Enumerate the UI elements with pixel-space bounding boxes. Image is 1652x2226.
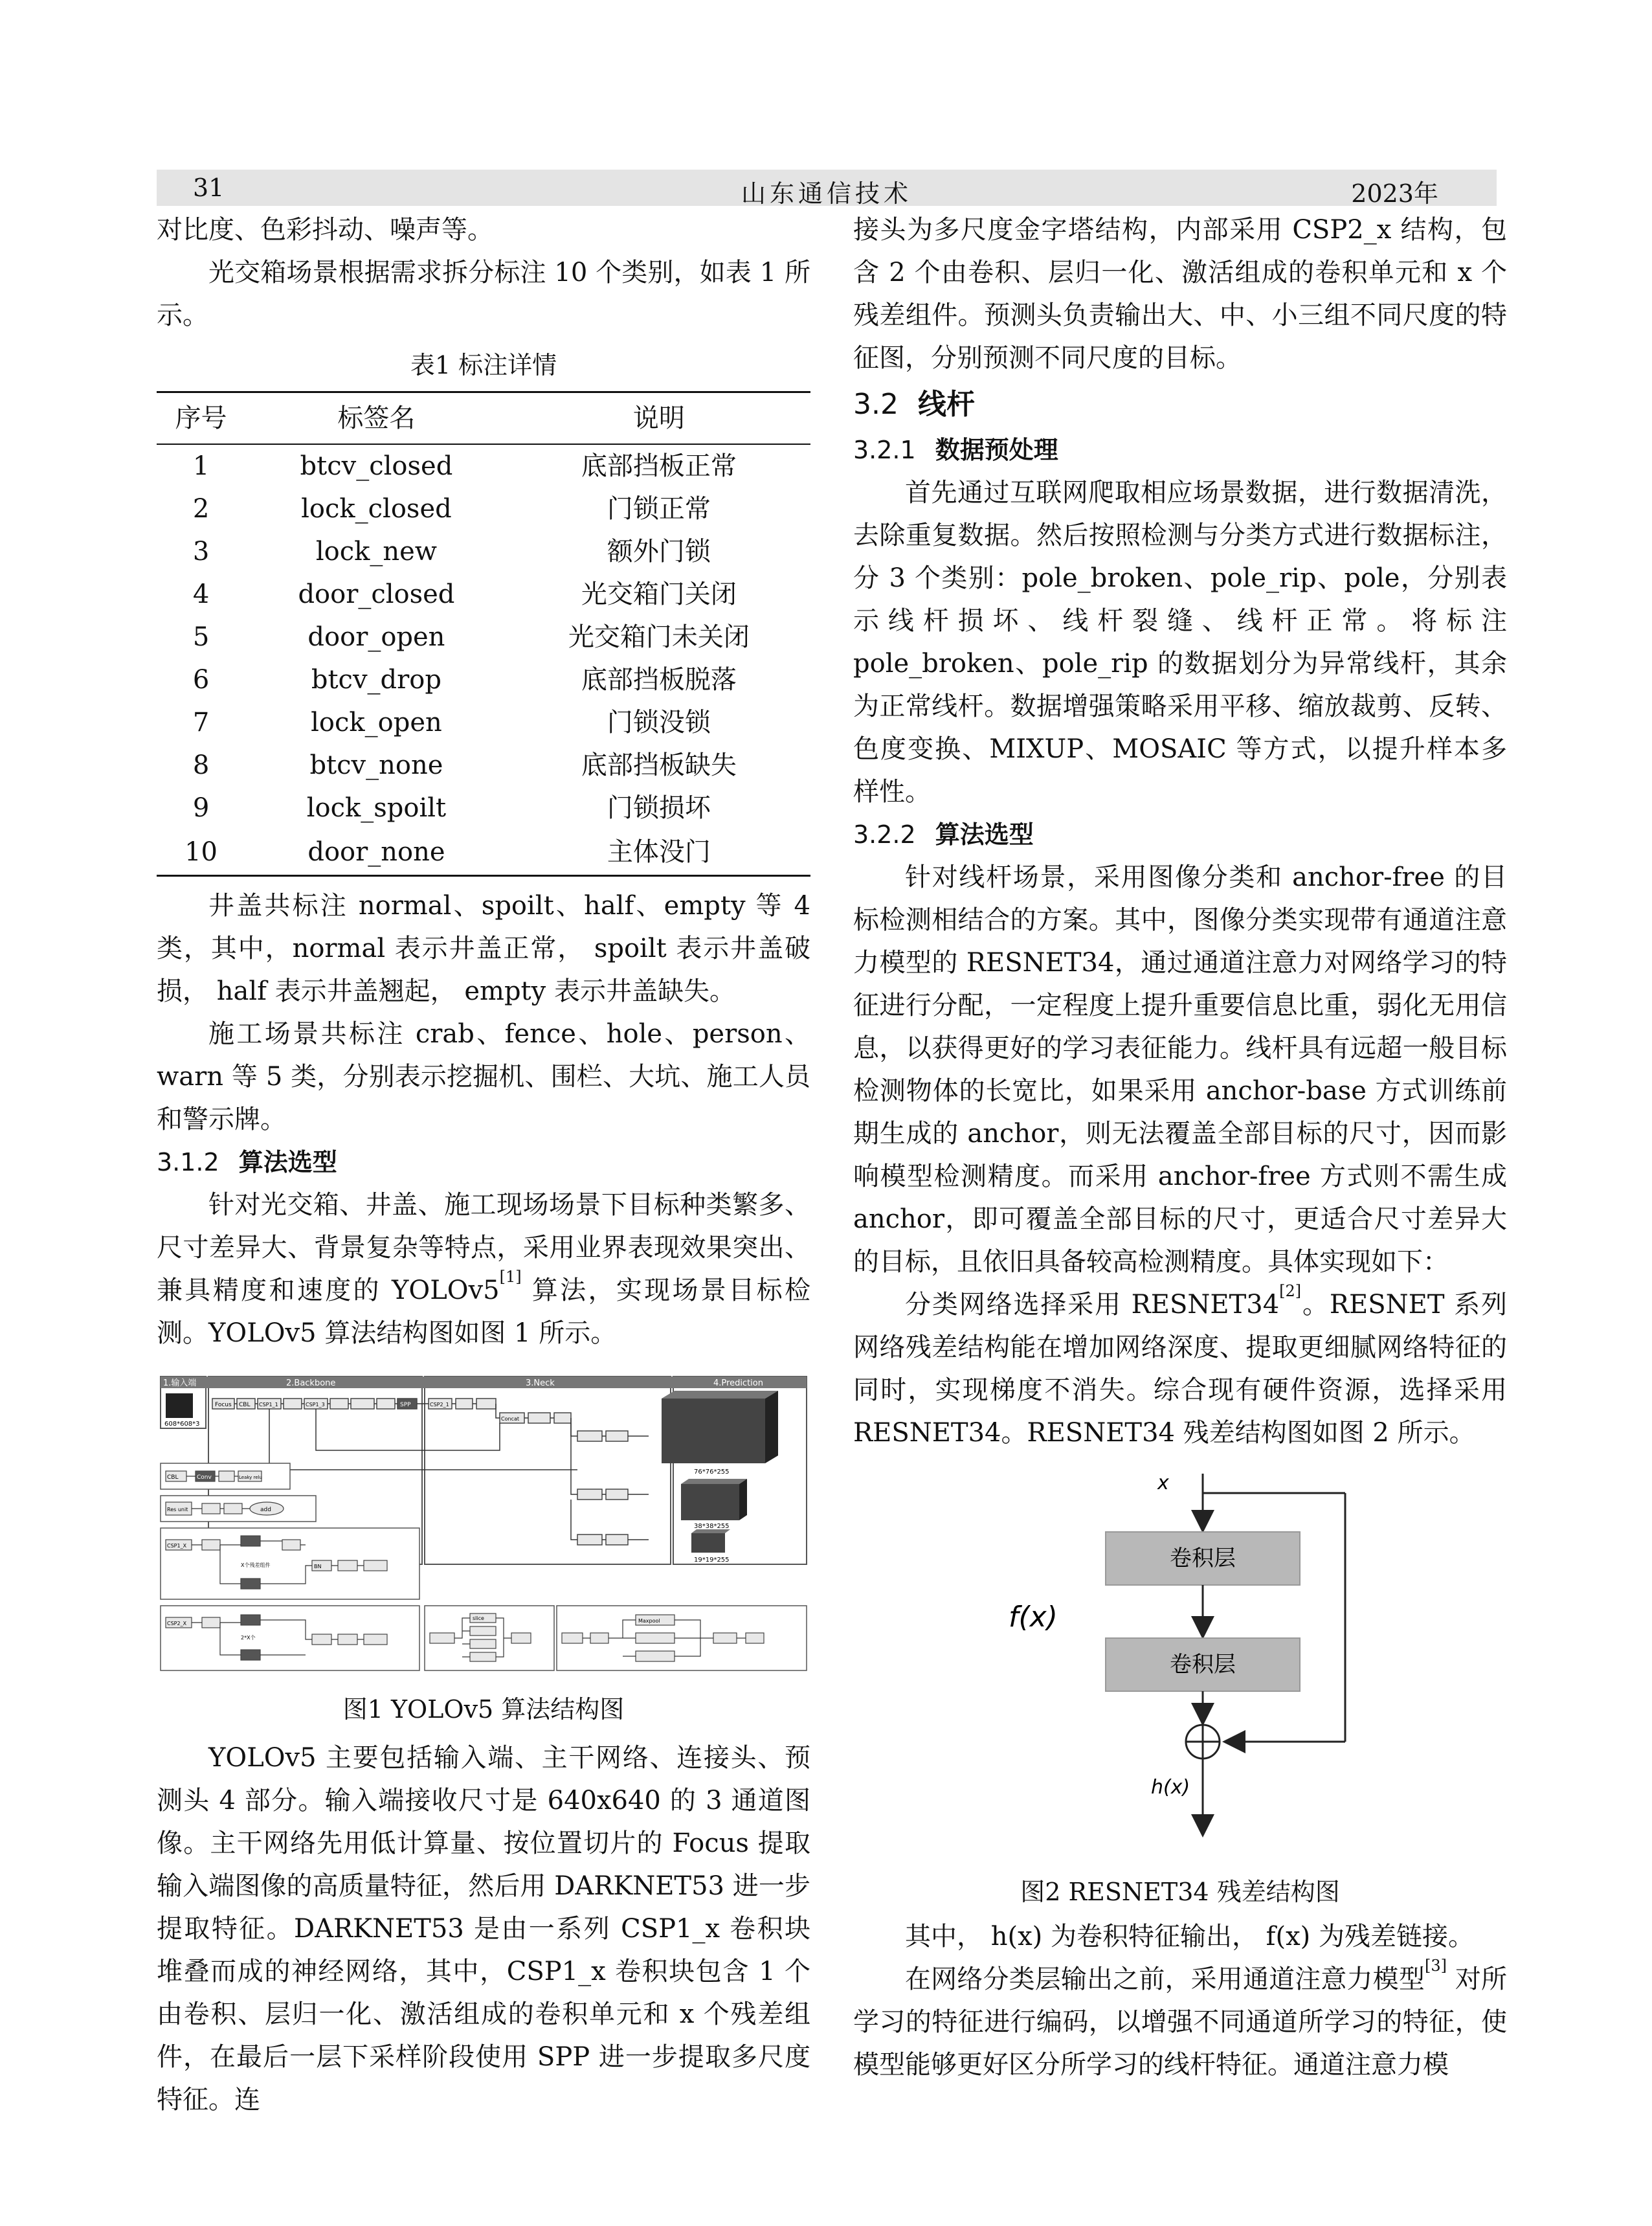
module-label: BN <box>314 1564 322 1569</box>
table-cell: door_none <box>245 829 508 876</box>
module-label: CSP1_1 <box>259 1402 278 1408</box>
conv-layer-label: 卷积层 <box>1170 1546 1236 1571</box>
table-header: 标签名 <box>245 392 508 445</box>
table-row <box>157 488 810 530</box>
section-heading-3-1-2 <box>157 1141 810 1184</box>
text-run: 算法，实现场景目标检测。YOLOv5 算法结构图如图 1 所示。 <box>157 1276 810 1348</box>
table-cell: btcv_none <box>309 750 443 780</box>
module-label: SPP <box>400 1402 411 1408</box>
table-row <box>157 658 810 701</box>
citation-ref: [2] <box>1279 1282 1302 1300</box>
table-caption: 表1 标注详情 <box>410 351 557 379</box>
table-cell: 额外门锁 <box>607 537 711 567</box>
section-label: 4.Prediction <box>713 1378 763 1388</box>
paragraph: 光交箱场景根据需求拆分标注 10 个类别，如表 1 所示。 <box>157 258 810 330</box>
table-cell: 门锁损坏 <box>607 793 711 823</box>
table-cell: 3 <box>192 537 210 567</box>
table-cell: 底部挡板缺失 <box>581 750 737 780</box>
section-title: 线杆 <box>917 388 975 421</box>
table-cell: 9 <box>192 793 210 823</box>
table-cell: 1 <box>192 451 210 481</box>
paragraph: 接头为多尺度金字塔结构，内部采用 CSP2_x 结构，包含 2 个由卷积、层归一化、激活组成的卷积单元和 x 个残差组件。预测头负责输出大、中、小三组不同尺度的特征图，分别预测不同尺度的目标。 <box>853 215 1507 373</box>
module-label: Maxpool <box>638 1618 660 1624</box>
module-label: X个残差组件 <box>241 1562 271 1568</box>
section-number: 3.2.1 <box>853 436 916 464</box>
input-image-block <box>166 1393 193 1418</box>
input-size-label: 608*608*3 <box>164 1421 200 1428</box>
table-cell: lock_spoilt <box>306 793 447 823</box>
output-size-label: 38*38*255 <box>694 1523 730 1530</box>
paragraph: 针对线杆场景，采用图像分类和 anchor-free 的目标检测相结合的方案。其中，图像分类实现带有通道注意力模型的 RESNET34，通过通道注意力对网络学习的特征进行分配，一定程度上提升重要信息比重，弱化无用信息，以获得更好的学习表征能力。线杆具有远超一般目标检测物体的长宽比，如果采用 anchor-base 方式训练前期生成的 anchor，则无法覆盖全部目标的尺寸，因而影响模型检测精度。而采用 anchor-free 方式则不需生成 anchor，即可覆盖全部目标的尺寸，更适合尺寸差异大的目标，且依旧具备较高检测精度。具体实现如下： <box>853 862 1507 1277</box>
module-label: CBL <box>239 1402 251 1408</box>
table-row <box>157 701 810 744</box>
table-header: 序号 <box>157 392 245 445</box>
table-cell: btcv_closed <box>300 451 453 481</box>
paragraph: 对比度、色彩抖动、噪声等。 <box>157 215 493 245</box>
issue-year: 2023年 <box>1351 179 1438 208</box>
output-hx-label: h(x) <box>1151 1776 1190 1799</box>
table-cell: btcv_drop <box>311 665 441 695</box>
module-label: Concat <box>501 1416 519 1422</box>
table-cell: 底部挡板正常 <box>581 451 737 481</box>
section-heading-3-2 <box>853 383 1507 426</box>
module-label: 2*X个 <box>241 1635 256 1641</box>
resnet34-residual-figure <box>853 1474 1507 1862</box>
module-label: CSP1_X <box>167 1543 187 1549</box>
running-header <box>157 170 1497 206</box>
table-cell: 6 <box>192 665 210 695</box>
section-title-bar <box>161 1377 807 1388</box>
section-number: 3.1.2 <box>157 1148 219 1176</box>
section-title: 算法选型 <box>935 820 1034 849</box>
table-cell: 主体没门 <box>508 829 810 876</box>
table-cell: 2 <box>192 494 210 524</box>
table-cell: 5 <box>192 622 210 652</box>
section-heading-3-2-2 <box>853 813 1507 856</box>
text-run: 针对光交箱、井盖、施工现场场景下目标种类繁多、尺寸差异大、背景复杂等特点，采用业界表现效果突出、兼具精度和速度的 YOLOv5 <box>157 1190 810 1305</box>
figure2-caption: 图2 RESNET34 残差结构图 <box>1020 1878 1340 1906</box>
table-cell: 10 <box>157 829 245 876</box>
table-cell: door_open <box>307 622 445 652</box>
module-label: Leaky relu <box>239 1475 262 1480</box>
left-column <box>157 208 810 2121</box>
paragraph: YOLOv5 主要包括输入端、主干网络、连接头、预测头 4 部分。输入端接收尺寸是 640x640 的 3 通道图像。主干网络先用低计算量、按位置切片的 Focus 提取输入端图像的高质量特征，然后用 DARKNET53 进一步提取特征。DARKNET53 是由一系列 CSP1_x 卷积块堆叠而成的神经网络，其中，CSP1_x 卷积块包含 1 个由卷积、层归一化、激活组成的卷积单元和 x 个残差组件，在最后一层下采样阶段使用 SPP 进一步提取多尺度特征。连 <box>157 1743 810 2115</box>
table-header-row <box>157 392 810 445</box>
page-number: 31 <box>193 174 225 202</box>
table-cell: 门锁没锁 <box>607 708 711 737</box>
table-cell: lock_closed <box>301 494 452 524</box>
yolov5-architecture-figure <box>157 1373 810 1677</box>
text-run: 分类网络选择采用 RESNET34 <box>905 1290 1280 1320</box>
section-number: 3.2.2 <box>853 820 916 849</box>
output-size-label: 76*76*255 <box>694 1468 730 1476</box>
paragraph <box>853 1958 1507 2086</box>
paragraph: 井盖共标注 normal、spoilt、half、empty 等 4 类，其中，normal 表示井盖正常， spoilt 表示井盖破损， half 表示井盖翘起， empty 表示井盖缺失。 <box>157 891 810 1006</box>
module-label: Conv <box>197 1474 212 1481</box>
section-title: 数据预处理 <box>935 436 1058 464</box>
paragraph <box>853 1283 1507 1454</box>
section-label: 1.输入端 <box>163 1378 197 1388</box>
table-row <box>157 573 810 616</box>
module-label: CSP2_X <box>167 1621 187 1626</box>
section-title: 算法选型 <box>238 1148 337 1176</box>
module-label: Res unit <box>167 1507 188 1512</box>
table-row <box>157 616 810 658</box>
add-operator-icon <box>1186 1725 1220 1759</box>
text-run: 在网络分类层输出之前，采用通道注意力模型 <box>905 1964 1425 1994</box>
table-header: 说明 <box>508 392 810 445</box>
table-cell: lock_open <box>311 708 442 737</box>
table-cell: 光交箱门关闭 <box>581 579 737 609</box>
table-row <box>157 744 810 787</box>
paragraph <box>157 1184 810 1355</box>
citation-ref: [1] <box>499 1268 522 1286</box>
text-run: 。RESNET 系列网络残差结构能在增加网络深度、提取更细腻网络特征的同时，实现梯度不消失。综合现有硬件资源，选择采用 RESNET34。RESNET34 残差结构图如图 2 所示。 <box>853 1290 1507 1448</box>
module-label: Focus <box>215 1402 232 1408</box>
yolov5-diagram <box>157 1373 810 1677</box>
module-label: add <box>260 1507 271 1513</box>
text-run: 对所学习的特征进行编码，以增强不同通道所学习的特征，使模型能够更好区分所学习的线杆特征。通道注意力模 <box>853 1964 1507 2080</box>
right-column <box>853 208 1507 2086</box>
table-cell: lock_new <box>315 537 438 567</box>
fx-label: f(x) <box>1009 1601 1058 1634</box>
table-cell: 光交箱门未关闭 <box>568 622 750 652</box>
input-x-label: x <box>1157 1474 1169 1494</box>
module-label: CSP2_1 <box>430 1402 449 1408</box>
table-row <box>157 530 810 573</box>
paragraph: 其中， h(x) 为卷积特征输出， f(x) 为残差链接。 <box>905 1922 1474 1951</box>
section-heading-3-2-1 <box>853 429 1507 471</box>
table-row <box>157 829 810 876</box>
table-cell: 4 <box>192 579 210 609</box>
journal-name: 山东通信技术 <box>741 179 912 208</box>
table-row <box>157 787 810 829</box>
table-cell: door_closed <box>298 579 455 609</box>
residual-diagram <box>853 1474 1507 1862</box>
output-size-label: 19*19*255 <box>694 1557 730 1564</box>
paragraph: 施工场景共标注 crab、fence、hole、person、warn 等 5 类，分别表示挖掘机、围栏、大坑、施工人员和警示牌。 <box>157 1019 810 1134</box>
citation-ref: [3] <box>1424 1957 1447 1975</box>
table-cell: 底部挡板脱落 <box>581 665 737 695</box>
section-label: 3.Neck <box>526 1378 555 1388</box>
table-cell: 8 <box>192 750 210 780</box>
figure1-caption: 图1 YOLOv5 算法结构图 <box>342 1695 625 1724</box>
conv-layer-label: 卷积层 <box>1170 1652 1236 1678</box>
module-label: slice <box>473 1615 484 1621</box>
table-cell: 门锁正常 <box>607 494 711 524</box>
section-number: 3.2 <box>853 388 899 421</box>
paragraph: 首先通过互联网爬取相应场景数据，进行数据清洗，去除重复数据。然后按照检测与分类方式进行数据标注，分 3 个类别：pole_broken、pole_rip、pole，分别表示线杆损坏、线杆裂缝、线杆正常。将标注 pole_broken、pole_rip 的数据划分为异常线杆，其余为正常线杆。数据增强策略采用平移、缩放裁剪、反转、色度变换、MIXUP、MOSAIC 等方式，以提升样本多样性。 <box>853 478 1507 807</box>
module-label: CSP1_3 <box>306 1402 325 1408</box>
table-row <box>157 444 810 488</box>
section-label: 2.Backbone <box>286 1378 336 1388</box>
module-label: CBL <box>167 1474 179 1481</box>
table-cell: 7 <box>192 708 210 737</box>
annotation-table <box>157 391 810 877</box>
